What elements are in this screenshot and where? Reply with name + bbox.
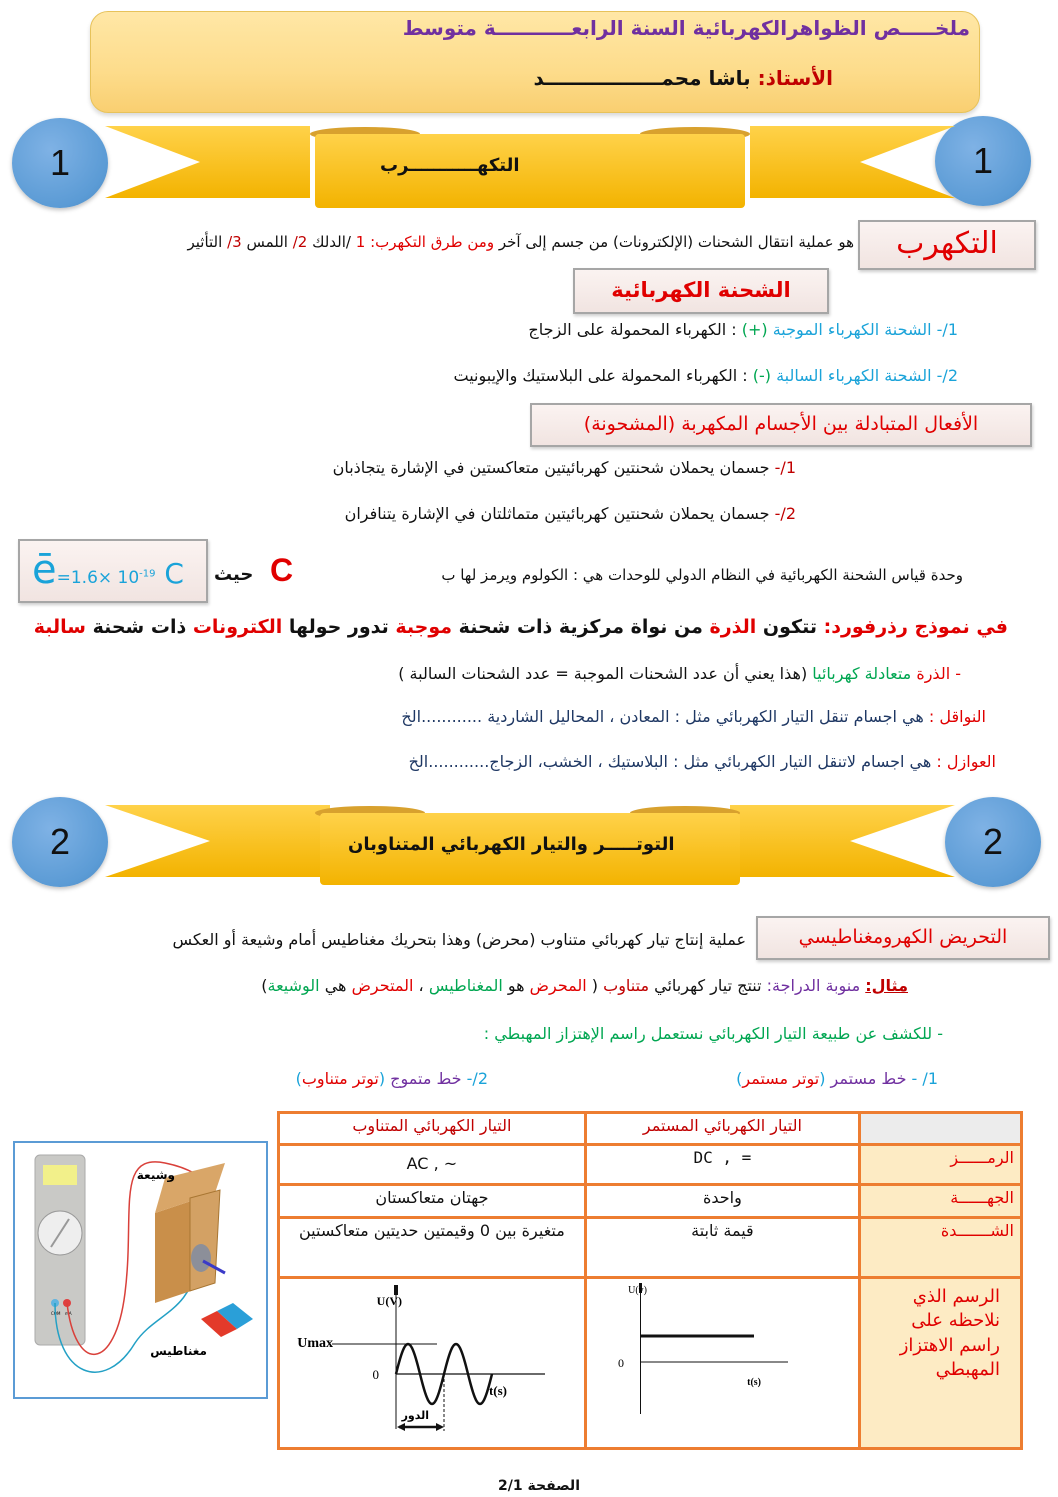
section-1-badge-right: 1 (935, 116, 1031, 206)
atom-word: - الذرة (916, 664, 961, 683)
insulators-line (409, 752, 996, 771)
example-label: مثال: (865, 976, 908, 995)
teacher-label: الأستاذ: (757, 66, 833, 90)
voltage-type: توتر متناوب (301, 1069, 379, 1088)
electron-exponent: -19 (139, 568, 156, 580)
multimeter-display (43, 1165, 77, 1185)
electron-value: =1.6× 10 (56, 568, 140, 588)
table-corner (860, 1113, 1022, 1145)
method-friction: /الدلك (307, 233, 356, 251)
oscilloscope-item-ac (296, 1069, 488, 1088)
charge-item (453, 366, 958, 385)
header-ac: التيار الكهربائي المتناوب (279, 1113, 586, 1145)
com-label: COM (51, 1311, 61, 1316)
conductors-line (401, 707, 986, 726)
oscilloscope-text: - للكشف عن طبيعة التيار الكهربائي نستعمل راسم الإهتزاز المهبطي : (483, 1024, 943, 1043)
electrification-label: التكهرب (858, 220, 1036, 270)
ribbon-graphic (105, 118, 955, 210)
electric-charge-label: الشحنة الكهربائية (573, 268, 829, 314)
text-part: ( (586, 976, 604, 995)
neutral-word: متعادلة كهربائيا (812, 664, 917, 683)
table-row (279, 1277, 1022, 1448)
interaction-num: 2/- (774, 504, 796, 523)
line-type: خط مستمر (825, 1069, 907, 1088)
insulators-text: هي اجسام لاتنقل التيار الكهربائي مثل : البلاستيك ، الخشب، الزجاج............الخ (408, 752, 932, 771)
charge-item-desc: الكهرباء المحمولة على الزجاج (528, 320, 727, 339)
negative-word: سالبة (33, 616, 86, 638)
page-number (498, 1478, 580, 1494)
positive-word: موجبة (395, 616, 453, 638)
ma-label: mA (65, 1311, 72, 1316)
text-part: ، (413, 976, 429, 995)
section-1-banner (105, 118, 955, 210)
cell-ac-direction: جهتان متعاكستان (279, 1185, 586, 1217)
text-part: هو (502, 976, 530, 995)
item-num: 1/ - (906, 1069, 938, 1088)
rutherford-label: في نموذج رذرفورد: (823, 616, 1008, 638)
method-2-num: 2/ (292, 233, 308, 251)
line-type: خط متموج (385, 1069, 462, 1088)
zero-label: 0 (618, 1355, 625, 1370)
x-axis-label: t(s) (747, 1376, 762, 1388)
period-label: الدور (401, 1408, 429, 1422)
multimeter-coil-illustration (15, 1143, 266, 1397)
electrons-word: الكترونات (192, 616, 283, 638)
unit-text: وحدة قياس الشحنة الكهربائية في النظام الدولي للوحدات هي : الكولوم ويرمز لها ب (441, 566, 963, 584)
coil-label: وشيعة (136, 1168, 175, 1182)
section-2-title: التوتـــــر والتيار الكهربائي المتناوبان (348, 834, 675, 855)
cell-dc-intensity: قيمة ثابتة (585, 1217, 859, 1277)
charge-item-desc: الكهرباء المحمولة على البلاستيك والإيبونيت (453, 366, 738, 385)
charge-item-num: 2/- (936, 366, 958, 385)
example-line (261, 976, 908, 995)
teacher-name: باشا محمـــــــــــــــــد (533, 66, 758, 90)
row-label-graph: الرسم الذي نلاحظه على راسم الاهتزاز المهبطي (860, 1277, 1022, 1448)
coil-word: الوشيعة (267, 976, 320, 995)
interaction-text: جسمان يحملان شحنتين كهربائيتين متماثلتان في الإشارة يتنافران (344, 504, 775, 523)
row-label-symbol: الرمــــــز (860, 1145, 1022, 1185)
atom-word: الذرة (709, 616, 757, 638)
text-part: ) (261, 976, 268, 995)
paren: ( (378, 1069, 386, 1088)
coulomb-symbol: C (270, 552, 294, 588)
conductors-label: النواقل : (923, 707, 986, 726)
paren: ) (736, 1069, 743, 1088)
table-header-row (279, 1113, 1022, 1145)
page-num: 2/1 (498, 1478, 523, 1494)
row-label-intensity: الشـــــــدة (860, 1217, 1022, 1277)
interaction-num: 1/- (774, 458, 796, 477)
table-row (279, 1185, 1022, 1217)
method-contact: اللمس (241, 233, 293, 251)
text-part: تنتج تيار كهربائي (649, 976, 767, 995)
text-part: تتكون (756, 616, 824, 638)
text-part: هي (319, 976, 352, 995)
comparison-table (277, 1111, 1023, 1450)
induction-definition: عملية إنتاج تيار كهربائي متناوب (محرض) وهذا بتحريك مغناطيس أمام وشيعة أو العكس (172, 930, 746, 949)
cell-dc-graph (585, 1277, 859, 1448)
charge-item-num: 1/- (936, 320, 958, 339)
alternating-word: متناوب (603, 976, 650, 995)
electron-symbol: ē (32, 547, 57, 593)
induced-word: المتحرض (351, 976, 414, 995)
electrification-definition (187, 233, 854, 251)
charge-item-sign: (-) (752, 366, 771, 385)
paren: ( (819, 1069, 826, 1088)
magnet-label: مغناطيس (150, 1344, 207, 1358)
y-axis-label: U(V) (376, 1293, 402, 1308)
interaction-item (333, 458, 796, 477)
cell-ac-symbol: AC , ~ (279, 1145, 586, 1185)
section-2-badge-left: 2 (12, 797, 108, 887)
voltage-type: توتر مستمر (742, 1069, 820, 1088)
neutral-atom-line (398, 664, 961, 683)
method-induction: التأثير (187, 233, 228, 251)
zero-label: 0 (372, 1366, 379, 1382)
document-title: ملخـــــص الظواهرالكهربائية السنة الرابعـــــــــــة متوسط (402, 16, 970, 40)
section-1-badge-left: 1 (12, 118, 108, 208)
header-dc: التيار الكهربائي المستمر (585, 1113, 859, 1145)
insulators-label: العوازل : (931, 752, 996, 771)
cell-ac-graph (279, 1277, 586, 1448)
umax-label: Umax (297, 1335, 333, 1351)
magnet-word: المغناطيس (428, 976, 503, 995)
charge-item-sign: (+) (741, 320, 768, 339)
separator: : (737, 366, 753, 385)
method-3-num: 3/ (227, 233, 242, 251)
coil-opening (191, 1244, 211, 1272)
text-part: من نواة مركزية ذات شحنة (452, 616, 710, 638)
methods-label: ومن طرق التكهرب: 1 (355, 233, 499, 251)
interaction-text: جسمان يحملان شحنتين كهربائيتين متعاكستين في الإشارة يتجاذبان (332, 458, 775, 477)
y-axis-label: U(v) (628, 1284, 648, 1296)
induction-figure (13, 1141, 268, 1399)
table-row (279, 1145, 1022, 1185)
charge-item-name: الشحنة الكهرباء الموجبة (767, 320, 937, 339)
electron-unit: C (155, 557, 184, 590)
cell-dc-direction: واحدة (585, 1185, 859, 1217)
teacher-line (534, 66, 833, 90)
charge-item-name: الشحنة الكهرباء السالبة (771, 366, 937, 385)
page-label: الصفحة (522, 1478, 580, 1494)
neutral-explain: (هذا يعني أن عدد الشحنات الموجبة = عدد الشحنات السالبة ) (398, 664, 813, 683)
dc-graph (598, 1279, 846, 1439)
oscilloscope-item-dc (736, 1069, 938, 1088)
inducer-word: المحرض (529, 976, 587, 995)
cell-dc-symbol: DC , = (585, 1145, 859, 1185)
x-axis-label: t(s) (488, 1382, 507, 1398)
interaction-item (345, 504, 796, 523)
row-label-direction: الجهــــــة (860, 1185, 1022, 1217)
definition-text: هو عملية انتقال الشحنات (الإلكترونات) من جسم إلى آخر (498, 233, 854, 251)
induction-label: التحريض الكهرومغناطيسي (756, 916, 1050, 960)
paren: ) (295, 1069, 302, 1088)
cell-ac-intensity: متغيرة بين 0 وقيمتين حديتين متعاكستين (279, 1217, 586, 1277)
electron-charge-box (18, 539, 208, 603)
text-part: ذات شحنة (85, 616, 193, 638)
item-num: 2/- (461, 1069, 488, 1088)
text-part: تدور حولها (282, 616, 396, 638)
rutherford-line (34, 616, 1008, 638)
conductors-text: هي اجسام تنقل التيار الكهربائي مثل : المعادن ، المحاليل الشاردية ............الخ (401, 707, 924, 726)
separator: : (726, 320, 742, 339)
charge-item (528, 320, 958, 339)
example-subject: منوبة الدراجة: (766, 976, 866, 995)
ac-graph (297, 1279, 557, 1439)
where-label: حيث (214, 564, 254, 585)
section-1-title: التكهـــــــــــرب (380, 155, 520, 176)
table-row (279, 1217, 1022, 1277)
interactions-label: الأفعال المتبادلة بين الأجسام المكهربة (المشحونة) (530, 403, 1032, 447)
section-2-badge-right: 2 (945, 797, 1041, 887)
